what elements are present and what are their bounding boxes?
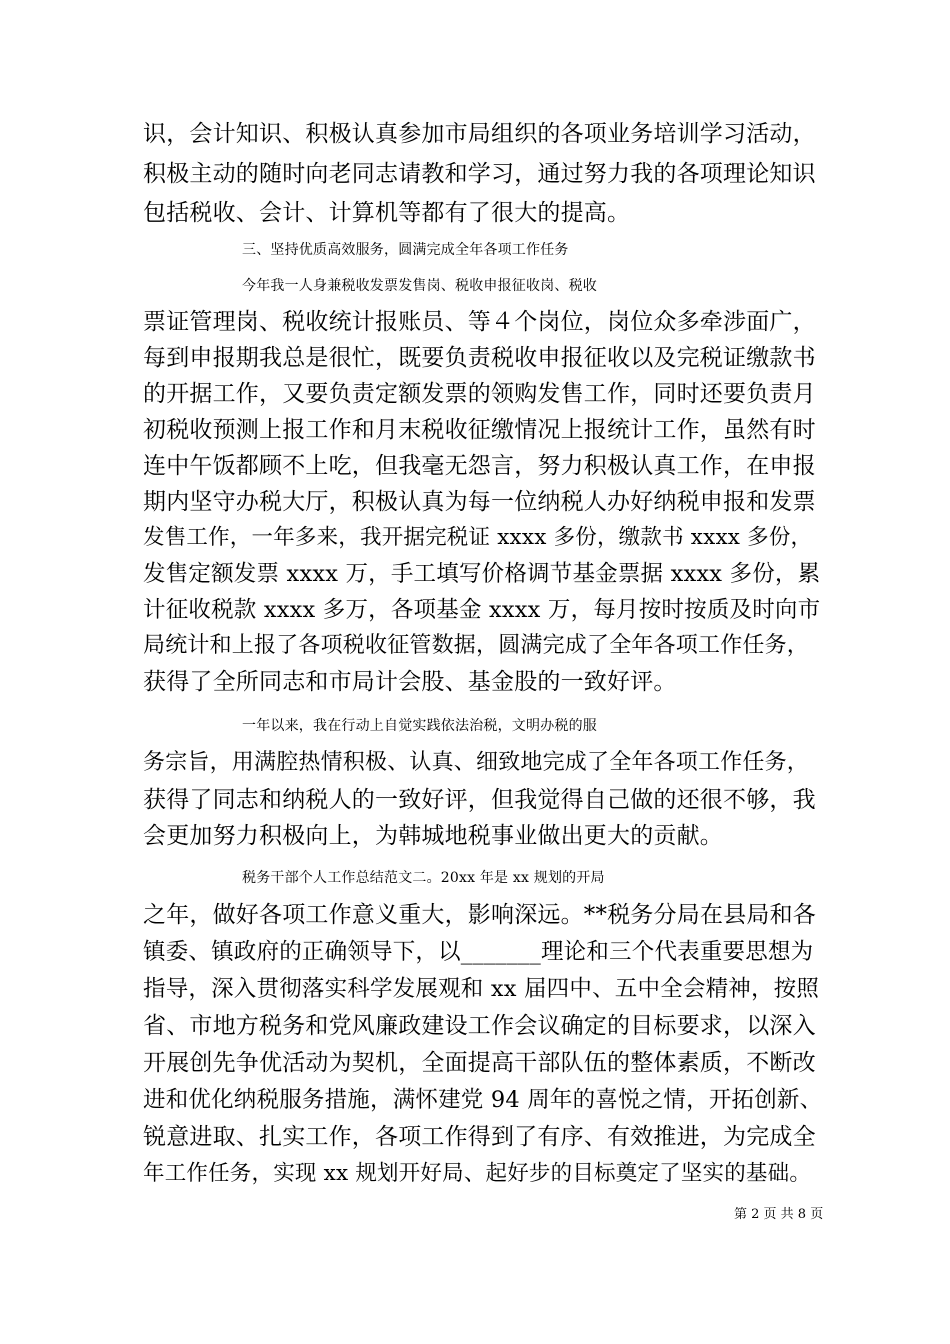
text-line: 包括税收、会计、计算机等都有了很大的提高。 [143,200,631,226]
text-line: 进和优化纳税服务措施，满怀建党 94 周年的喜悦之情，开拓创新、 [143,1087,823,1113]
text-line: 今年我一人身兼税收发票发售岗、税收申报征收岗、税收 [242,278,597,294]
page-number-footer: 第 2 页 共 8 页 [734,1207,824,1222]
text-line: 期内坚守办税大厅，积极认真为每一位纳税人办好纳税申报和发票 [143,489,816,515]
text-line: 一年以来，我在行动上自觉实践依法治税，文明办税的服 [242,718,597,734]
text-line: 指导，深入贯彻落实科学发展观和 xx 届四中、五中全会精神，按照 [143,976,820,1002]
text-line: 计征收税款 xxxx 多万，各项基金 xxxx 万，每月按时按质及时向市 [143,597,821,623]
text-line: 获得了同志和纳税人的一致好评，但我觉得自己做的还很不够，我 [143,787,816,813]
text-line: 税务干部个人工作总结范文二。20xx 年是 xx 规划的开局 [242,870,605,886]
text-line: 初税收预测上报工作和月末税收征缴情况上报统计工作，虽然有时 [143,417,816,443]
text-line: 省、市地方税务和党风廉政建设工作会议确定的目标要求，以深入 [143,1013,816,1039]
text-line: 识，会计知识、积极认真参加市局组织的各项业务培训学习活动， [143,121,816,147]
text-line: 镇委、镇政府的正确领导下，以_______理论和三个代表重要思想为 [143,939,814,965]
text-line: 发售定额发票 xxxx 万，手工填写价格调节基金票据 xxxx 多份，累 [143,561,821,587]
text-line: 开展创先争优活动为契机，全面提高干部队伍的整体素质，不断改 [143,1050,816,1076]
text-line: 获得了全所同志和市局计会股、基金股的一致好评。 [143,669,677,695]
text-line: 年工作任务，实现 xx 规划开好局、起好步的目标奠定了坚实的基础。 [143,1161,812,1186]
text-line: 会更加努力积极向上，为韩城地税事业做出更大的贡献。 [143,823,723,849]
text-line: 务宗旨，用满腔热情积极、认真、细致地完成了全年各项工作任务， [143,750,810,775]
section-heading: 三、坚持优质高效服务，圆满完成全年各项工作任务 [242,242,569,258]
text-line: 票证管理岗、税收统计报账员、等４个岗位，岗位众多牵涉面广， [143,309,816,335]
text-line: 锐意进取、扎实工作，各项工作得到了有序、有效推进，为完成全 [143,1124,816,1150]
text-line: 连中午饭都顾不上吃，但我毫无怨言，努力积极认真工作，在申报 [143,453,816,479]
text-line: 积极主动的随时向老同志请教和学习，通过努力我的各项理论知识 [143,161,816,187]
text-line: 局统计和上报了各项税收征管数据，圆满完成了全年各项工作任务， [143,633,810,658]
text-line: 每到申报期我总是很忙，既要负责税收申报征收以及完税证缴款书 [143,345,816,371]
text-line: 的开据工作，又要负责定额发票的领购发售工作，同时还要负责月 [143,381,816,407]
text-line: 之年，做好各项工作意义重大，影响深远。**税务分局在县局和各 [143,902,816,928]
text-line: 发售工作，一年多来，我开据完税证 xxxx 多份，缴款书 xxxx 多份， [143,525,813,550]
